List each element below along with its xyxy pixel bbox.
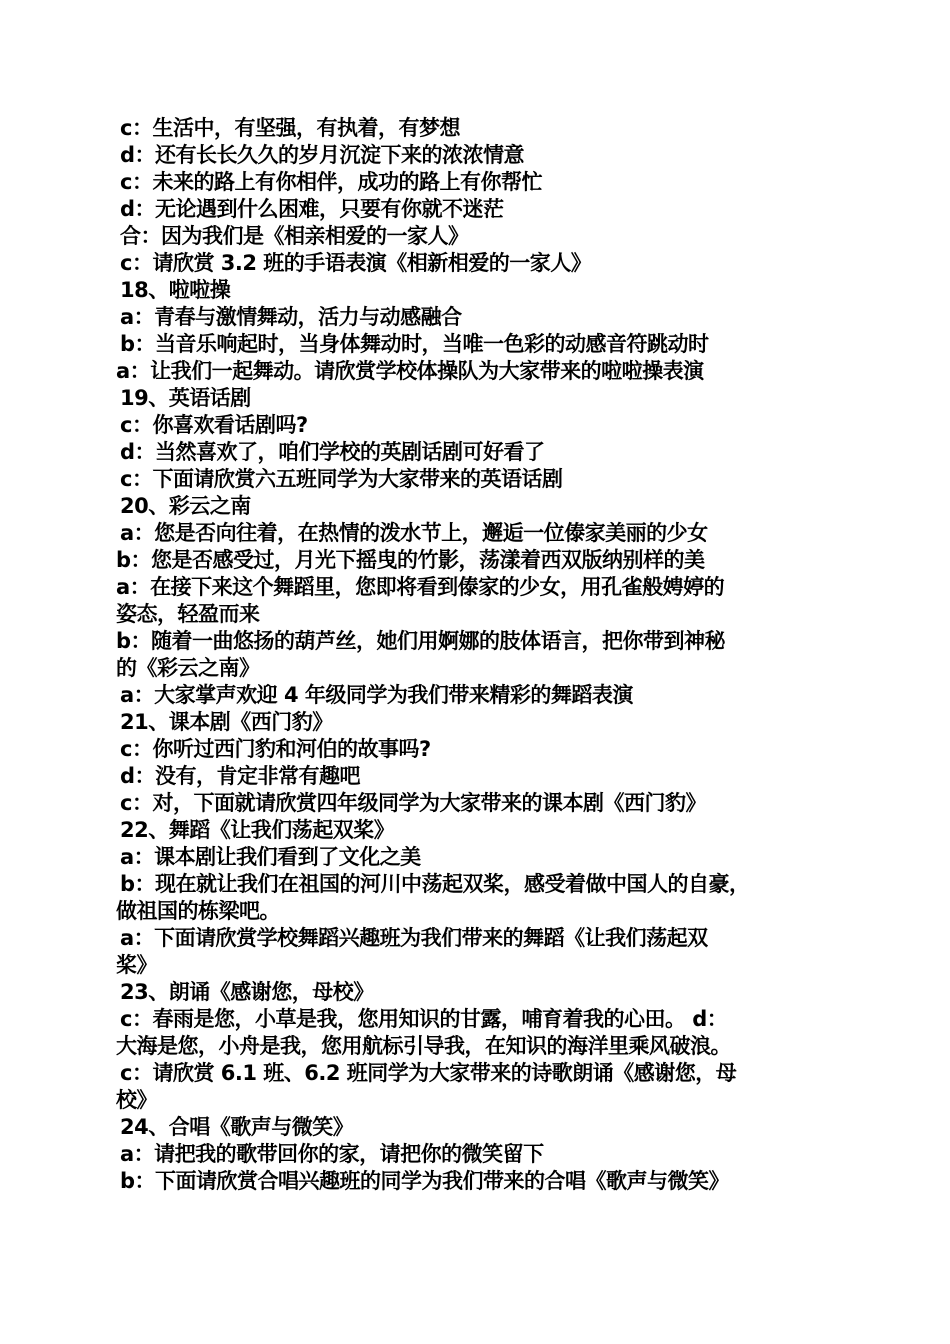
section-heading: 20、彩云之南	[120, 494, 251, 518]
text-line: 大海是您，小舟是我，您用航标引导我，在知识的海洋里乘风破浪。	[116, 1034, 731, 1058]
section-heading: 24、合唱《歌声与微笑》	[120, 1115, 354, 1139]
text-line: a：下面请欣赏学校舞蹈兴趣班为我们带来的舞蹈《让我们荡起双	[120, 926, 708, 950]
text-line: a：在接下来这个舞蹈里，您即将看到傣家的少女，用孔雀般娉婷的	[116, 575, 725, 599]
text-line: a：青春与激情舞动，活力与动感融合	[120, 305, 462, 329]
text-line: a：让我们一起舞动。请欣赏学校体操队为大家带来的啦啦操表演	[116, 359, 704, 383]
text-line: 姿态，轻盈而来	[116, 602, 260, 626]
text-line: c：请欣赏 6.1 班、6.2 班同学为大家带来的诗歌朗诵《感谢您，母	[120, 1061, 737, 1085]
section-heading: 23、朗诵《感谢您，母校》	[120, 980, 374, 1004]
section-heading: 19、英语话剧	[120, 386, 251, 410]
text-line: a：您是否向往着，在热情的泼水节上，邂逅一位傣家美丽的少女	[120, 521, 708, 545]
text-line: 合：因为我们是《相亲相爱的一家人》	[120, 224, 469, 248]
section-heading: 22、舞蹈《让我们荡起双桨》	[120, 818, 395, 842]
text-line: d：没有，肯定非常有趣吧	[120, 764, 361, 788]
text-line: 校》	[116, 1088, 157, 1112]
text-line: d：无论遇到什么困难，只要有你就不迷茫	[120, 197, 504, 221]
text-line: b：现在就让我们在祖国的河川中荡起双桨，感受着做中国人的自豪，	[120, 872, 750, 896]
section-heading: 18、啦啦操	[120, 278, 231, 302]
text-line: a：请把我的歌带回你的家，请把你的微笑留下	[120, 1142, 544, 1166]
text-line: d：当然喜欢了，咱们学校的英剧话剧可好看了	[120, 440, 545, 464]
text-line: 桨》	[116, 953, 157, 977]
text-line: c：下面请欣赏六五班同学为大家带来的英语话剧	[120, 467, 563, 491]
text-line: a：课本剧让我们看到了文化之美	[120, 845, 421, 869]
text-line: c：春雨是您，小草是我，您用知识的甘露，哺育着我的心田。 d：	[120, 1007, 728, 1031]
text-line: c：你听过西门豹和河伯的故事吗?	[120, 737, 431, 761]
text-line: c：你喜欢看话剧吗?	[120, 413, 308, 437]
text-line: b：您是否感受过，月光下摇曳的竹影，荡漾着西双版纳别样的美	[116, 548, 705, 572]
text-line: c：生活中，有坚强，有执着，有梦想	[120, 116, 460, 140]
text-line: 做祖国的栋梁吧。	[116, 899, 280, 923]
section-heading: 21、课本剧《西门豹》	[120, 710, 333, 734]
text-line: 的《彩云之南》	[116, 656, 260, 680]
text-line: b：当音乐响起时，当身体舞动时，当唯一色彩的动感音符跳动时	[120, 332, 709, 356]
text-line: c：未来的路上有你相伴，成功的路上有你帮忙	[120, 170, 542, 194]
text-line: b：下面请欣赏合唱兴趣班的同学为我们带来的合唱《歌声与微笑》	[120, 1169, 730, 1193]
text-line: c：对，下面就请欣赏四年级同学为大家带来的课本剧《西门豹》	[120, 791, 706, 815]
text-line: b：随着一曲悠扬的葫芦丝，她们用婀娜的肢体语言，把你带到神秘	[116, 629, 726, 653]
text-line: d：还有长长久久的岁月沉淀下来的浓浓情意	[120, 143, 525, 167]
text-line: c：请欣赏 3.2 班的手语表演《相新相爱的一家人》	[120, 251, 592, 275]
text-line: a：大家掌声欢迎 4 年级同学为我们带来精彩的舞蹈表演	[120, 683, 633, 707]
